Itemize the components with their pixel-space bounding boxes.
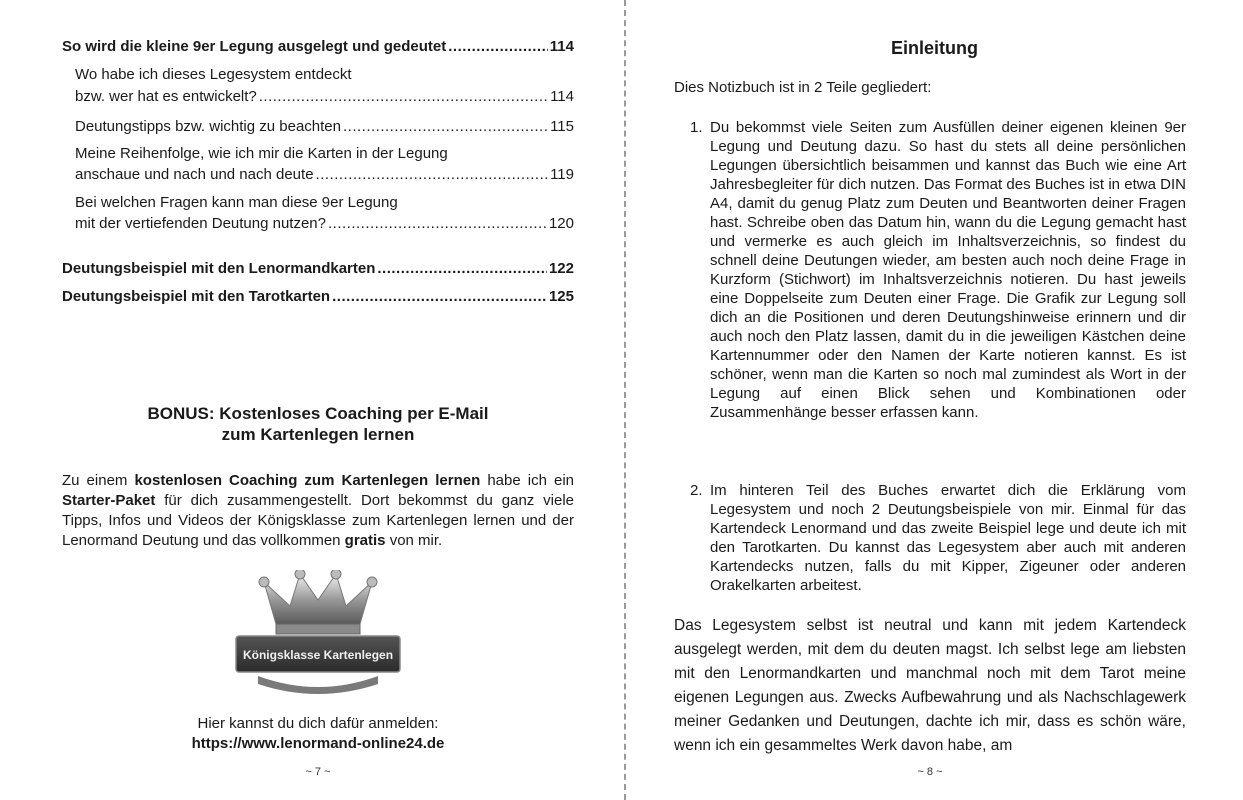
- crown-icon: [228, 570, 408, 702]
- toc-entry[interactable]: So wird die kleine 9er Legung ausgelegt und gedeutet ..... 114: [62, 37, 574, 56]
- intro-text: Dies Notizbuch ist in 2 Teile gegliedert:: [674, 79, 932, 96]
- bonus-paragraph: Zu einem kostenlosen Coaching zum Kartenlegen lernen habe ich ein Starter-Paket für dich zusammengestellt. Dort bekommst du ganz viele Tipps, Infos und Videos der Königsklasse zum Kartenlegen lernen und der Lenormand Deutung und das vollkommen gratis von mir.: [62, 472, 574, 549]
- toc-entry[interactable]: mit der vertiefenden Deutung nutzen? ..... 120: [75, 214, 574, 233]
- closing-paragraph: Das Legesystem selbst ist neutral und kann mit jedem Kartendeck ausgelegt werden, mit dem du deuten magst. Ich selbst lege am liebsten mit den Lenormandkarten und manchmal noch mit dem Tarot meine eigenen Legungen aus. Zwecks Aufbewahrung und als Nachschlagewerk meiner Gedanken und Deutungen, dachte ich mir, dass es schön wäre, wenn ich ein gesammeltes Werk davon habe, am: [674, 617, 1186, 754]
- list-item: Du bekommst viele Seiten zum Ausfüllen deiner eigenen kleinen 9er Legung und Deutung dazu. So hast du stets all deine persönlichen Legungen übersichtlich beisammen und kannst das Buch wie eine Art Jahresbegleiter für dich nutzen. Das Format des Buches ist in etwa DIN A4, damit du genug Platz zum Deuten und Beantworten deiner Fragen hast. Schreibe oben das Datum hin, wann du die Legung gemacht hast und vermerke es auch gleich im Inhaltsverzeichnis, so findest du schnell deine Deutungen wieder, am besten auch noch deine Frage in Kurzform (Stichwort) im Inhaltsverzeichnis notieren. Du hast jeweils eine Doppelseite zum Deuten einer Frage. Die Grafik zur Legung soll dich an die Positionen und deren Deutungshinweise erinnern und dir auch noch den Platz lassen, damit du in die jeweiligen Kästchen deine Kartennummer oder den Namen der Karte notieren kannst. Es ist schöner, wenn man die Karten so noch mal zumindest als Wort in der Legung auf einen Blick sehen und Kombinationen oder Zusammenhänge besser erfassen kann.: [710, 119, 1186, 421]
- toc-entry-line1: Meine Reihenfolge, wie ich mir die Karten in der Legung: [75, 145, 448, 162]
- list-number: 1.: [690, 119, 703, 136]
- url-link[interactable]: https://www.lenormand-online24.de: [191, 735, 445, 752]
- toc-entry[interactable]: anschaue und nach und nach deute ..... 119: [75, 165, 574, 184]
- toc-entry[interactable]: Deutungsbeispiel mit den Lenormandkarten ..... 122: [62, 259, 574, 278]
- list-item: Im hinteren Teil des Buches erwartet dich die Erklärung vom Legesystem und noch 2 Deutungsbeispiele von mir. Einmal für das Kartendeck Lenormand und das zweite Beispiel lege und deute ich mit den Tarotkarten. Du kannst das Legesystem aber auch mit anderen Kartendecks nutzen, falls du mit Kipper, Zigeuner oder anderen Orakelkarten arbeitest.: [710, 482, 1186, 594]
- toc-entry-line1: Wo habe ich dieses Legesystem entdeckt: [75, 66, 352, 83]
- signup-text: Hier kannst du dich dafür anmelden:: [197, 715, 439, 732]
- bonus-title: BONUS: Kostenloses Coaching per E-Mail zum Kartenlegen lernen: [147, 404, 489, 444]
- toc-entry-line1: Bei welchen Fragen kann man diese 9er Legung: [75, 194, 398, 211]
- toc-entry[interactable]: Deutungsbeispiel mit den Tarotkarten ..... 125: [62, 287, 574, 306]
- toc-entry[interactable]: bzw. wer hat es entwickelt? ..... 114: [75, 87, 574, 106]
- toc-entry[interactable]: Deutungstipps bzw. wichtig zu beachten ..... 115: [75, 117, 574, 136]
- page-number: ~ 8 ~: [917, 766, 943, 778]
- logo[interactable]: [228, 570, 408, 702]
- list-number: 2.: [690, 482, 703, 499]
- page-number: ~ 7 ~: [305, 766, 331, 778]
- page-title: Einleitung: [891, 38, 978, 58]
- svg-text:Königsklasse Kartenlegen: Königsklasse Kartenlegen: [242, 648, 394, 662]
